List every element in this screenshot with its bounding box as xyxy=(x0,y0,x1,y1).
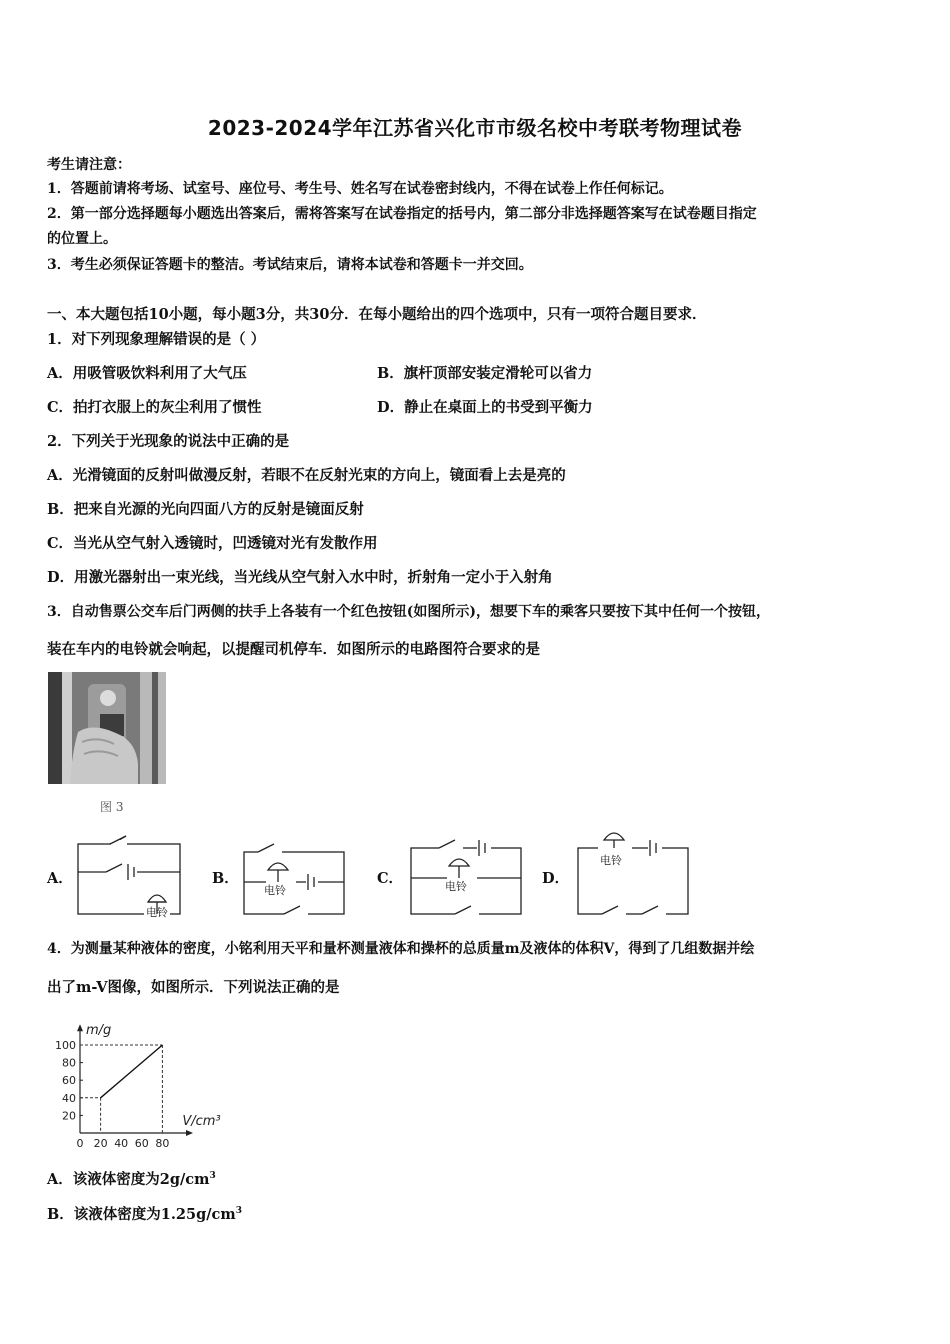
circuit-diagram-a xyxy=(74,830,184,920)
circuit-diagram-d xyxy=(574,826,692,920)
q1-option-d: D．静止在桌面上的书受到平衡力 xyxy=(377,399,593,416)
circuit-diagram-b xyxy=(240,832,350,920)
y-tick-label: 100 xyxy=(55,1039,76,1052)
bell-label-c: 电铃 xyxy=(445,880,467,893)
y-tick-label: 60 xyxy=(62,1074,76,1088)
bus-button-photo-art xyxy=(48,672,166,784)
circuit-label-c: C． xyxy=(377,870,404,887)
x-tick-label: 40 xyxy=(114,1137,129,1150)
q2-stem: 2．下列关于光现象的说法中正确的是 xyxy=(47,433,290,450)
y-axis-label: m/g xyxy=(86,1023,112,1039)
y-axis-arrow xyxy=(77,1024,83,1031)
q3-stem-line1: 3．自动售票公交车后门两侧的扶手上各装有一个红色按钮(如图所示)，想要下车的乘客只要按下其中任何一个按钮， xyxy=(47,604,770,620)
x-tick-label: 20 xyxy=(93,1137,108,1150)
circuit-label-a: A． xyxy=(47,870,73,887)
q3-stem-line2: 装在车内的电铃就会响起，以提醒司机停车．如图所示的电路图符合要求的是 xyxy=(47,641,540,658)
q4-option-a-sup: 3 xyxy=(209,1171,216,1182)
bell-label-b: 电铃 xyxy=(264,884,286,897)
q2-option-c: C．当光从空气射入透镜时，凹透镜对光有发散作用 xyxy=(47,535,378,552)
x-tick-label: 80 xyxy=(155,1137,170,1150)
q1-option-b: B．旗杆顶部安装定滑轮可以省力 xyxy=(377,365,593,382)
bell-label-d: 电铃 xyxy=(600,854,622,867)
x-axis-arrow xyxy=(186,1130,193,1136)
q1-stem: 1．对下列现象理解错误的是（ ） xyxy=(47,331,266,348)
notice-item-2: 2．第一部分选择题每小题选出答案后，需将答案写在试卷指定的括号内，第二部分非选择题答案写在试卷题目指定 xyxy=(47,206,757,222)
circuit-label-d: D． xyxy=(542,870,570,887)
q4-option-a-text: A．该液体密度为2g/cm xyxy=(47,1171,210,1188)
q4-option-b-text: B．该液体密度为1.25g/cm xyxy=(47,1206,236,1223)
q4-stem-line1: 4．为测量某种液体的密度，小铭利用天平和量杯测量液体和操杯的总质量m及液体的体积V，得到了几组数据并绘 xyxy=(47,941,755,957)
y-tick-label: 20 xyxy=(62,1109,76,1123)
x-tick-label: 60 xyxy=(134,1137,149,1150)
circuit-label-b: B． xyxy=(212,870,239,887)
notice-item-2-cont: 的位置上。 xyxy=(47,231,117,247)
page-title: 2023-2024学年江苏省兴化市市级名校中考联考物理试卷 xyxy=(207,116,743,140)
figure-caption: 图 3 xyxy=(100,800,124,814)
q1-option-a: A．用吸管吸饮料利用了大气压 xyxy=(47,365,247,382)
y-tick-label: 40 xyxy=(62,1091,76,1105)
q2-option-a: A．光滑镜面的反射叫做漫反射，若眼不在反射光束的方向上，镜面看上去是亮的 xyxy=(47,467,566,484)
q1-option-c: C．拍打衣服上的灰尘利用了惯性 xyxy=(47,399,262,416)
q4-option-b xyxy=(47,1203,242,1224)
notice-item-3: 3．考生必须保证答题卡的整洁。考试结束后，请将本试卷和答题卡一并交回。 xyxy=(47,257,533,273)
y-tick-label: 80 xyxy=(62,1056,76,1070)
bus-button-photo xyxy=(48,672,166,784)
section-heading: 一、本大题包括10小题，每小题3分，共30分．在每小题给出的四个选项中，只有一项符合题目要求． xyxy=(47,306,707,323)
x-axis-label: V/cm³ xyxy=(182,1114,221,1129)
data-line xyxy=(101,1045,163,1098)
mv-chart xyxy=(44,1008,284,1156)
x-tick-label: 0 xyxy=(76,1137,84,1150)
bell-label-a: 电铃 xyxy=(146,906,168,919)
notice-heading: 考生请注意： xyxy=(47,157,131,173)
q4-option-b-sup: 3 xyxy=(235,1206,242,1217)
notice-item-1: 1．答题前请将考场、试室号、座位号、考生号、姓名写在试卷密封线内，不得在试卷上作任何标记。 xyxy=(47,181,673,197)
circuit-diagram-c xyxy=(407,832,525,920)
q4-stem-line2: 出了m-V图像，如图所示．下列说法正确的是 xyxy=(47,979,340,996)
q2-option-b: B．把来自光源的光向四面八方的反射是镜面反射 xyxy=(47,501,364,518)
q4-option-a xyxy=(47,1168,216,1189)
q2-option-d: D．用激光器射出一束光线，当光线从空气射入水中时，折射角一定小于入射角 xyxy=(47,569,553,586)
